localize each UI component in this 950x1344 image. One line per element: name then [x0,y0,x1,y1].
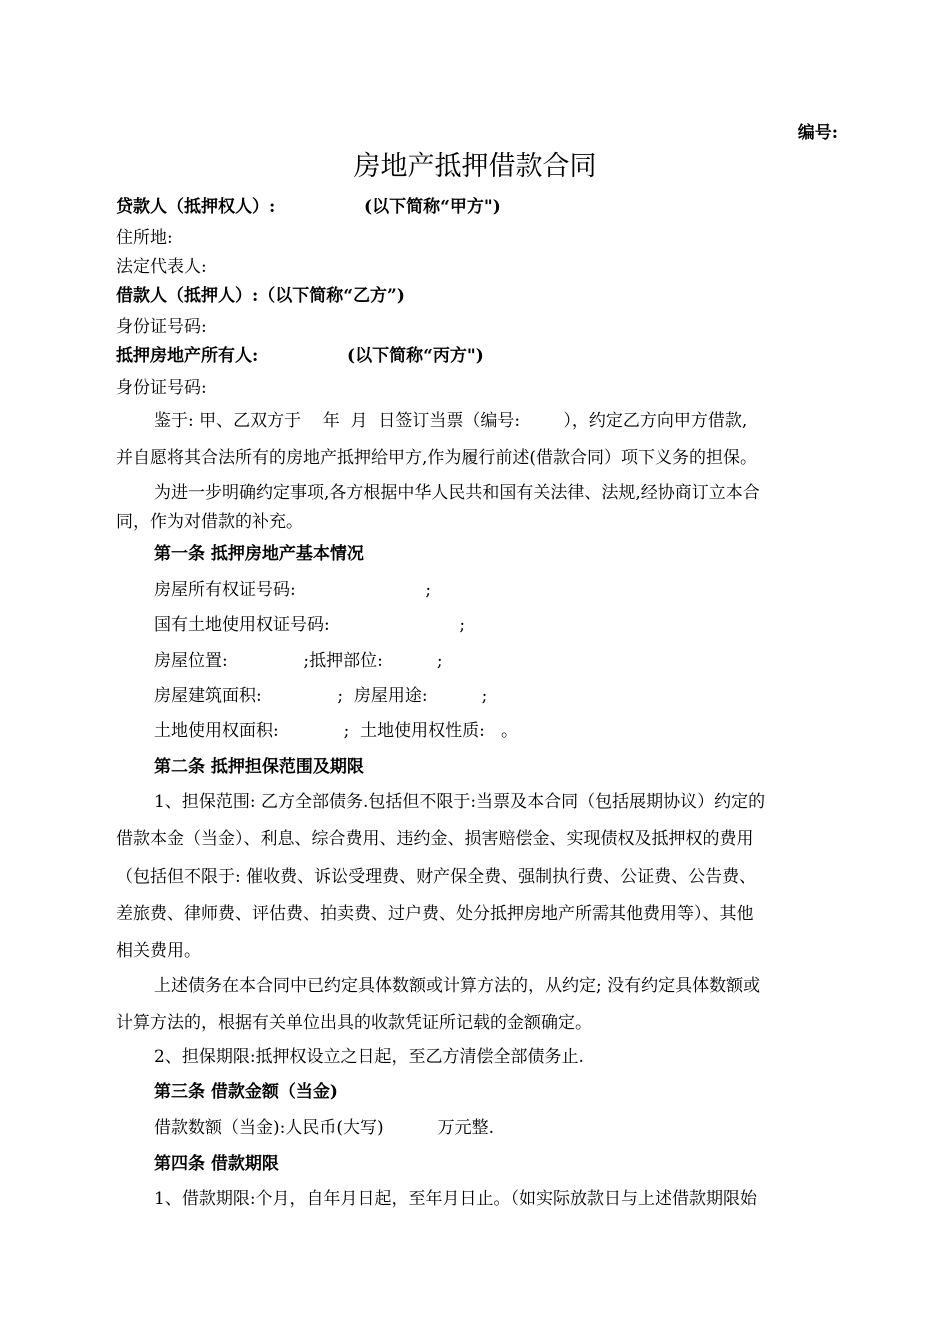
period-line: 2、担保期限:抵押权设立之日起，至乙方清偿全部债务止. [154,1047,584,1067]
owner-line: 抵押房地产所有人: (以下简称“丙方") [116,346,484,366]
amount-line: 借款数额（当金):人民币(大写) 万元整. [154,1118,495,1138]
scope-line-3: （包括但不限于: 催收费、诉讼受理费、财产保全费、强制执行费、公证费、公告费、 [116,867,757,887]
land-cert-line: 国有土地使用权证号码: ; [154,615,466,635]
house-cert-line: 房屋所有权证号码: ; [154,580,432,600]
scope-line-5: 相关费用。 [116,941,201,961]
borrower-id-line: 身份证号码: [116,317,207,337]
scope-line-4: 差旅费、律师费、评估费、拍卖费、过户费、处分抵押房地产所需其他费用等）、其他 [116,904,754,924]
location-line: 房屋位置: ;抵押部位: ; [154,651,443,671]
lender-line: 贷款人（抵押权人）: (以下简称“甲方") [116,197,501,217]
note-line-2: 计算方法的，根据有关单位出具的收款凭证所记载的金额确定。 [116,1013,592,1033]
note-line-1: 上述债务在本合同中已约定具体数额或计算方法的，从约定; 没有约定具体数额或 [154,976,761,996]
borrower-line: 借款人（抵押人）:（以下简称“乙方”) [116,286,405,306]
land-area-line: 土地使用权面积: ; 土地使用权性质: 。 [154,721,519,741]
preamble-paragraph-1-line-2: 并自愿将其合法所有的房地产抵押给甲方,作为履行前述(借款合同）项下义务的担保。 [116,448,758,468]
scope-line-2: 借款本金（当金）、利息、综合费用、违约金、损害赔偿金、实现债权及抵押权的费用 [116,829,754,849]
article-4-heading: 第四条 借款期限 [154,1154,279,1174]
address-line: 住所地: [116,228,173,248]
owner-id-line: 身份证号码: [116,378,207,398]
preamble-paragraph-2-line-2: 同，作为对借款的补充。 [116,512,303,532]
serial-number-label: 编号: [797,123,838,143]
document-title: 房地产抵押借款合同 [353,151,597,182]
scope-line-1: 1、担保范围: 乙方全部债务.包括但不限于:当票及本合同（包括展期协议）约定的 [154,792,766,812]
preamble-paragraph-2-line-1: 为进一步明确约定事项,各方根据中华人民共和国有关法律、法规,经协商订立本合 [154,483,760,503]
legal-rep-line: 法定代表人: [116,257,207,277]
preamble-paragraph-1-line-1: 鉴于: 甲、乙双方于 年 月 日签订当票（编号: ），约定乙方向甲方借款, [154,411,748,431]
article-2-heading: 第二条 抵押担保范围及期限 [154,757,364,777]
term-line: 1、借款期限:个月，自年月日起，至年月日止。（如实际放款日与上述借款期限始 [154,1189,758,1209]
article-3-heading: 第三条 借款金额（当金) [154,1082,338,1102]
area-use-line: 房屋建筑面积: ; 房屋用途: ; [154,686,488,706]
article-1-heading: 第一条 抵押房地产基本情况 [154,544,364,564]
